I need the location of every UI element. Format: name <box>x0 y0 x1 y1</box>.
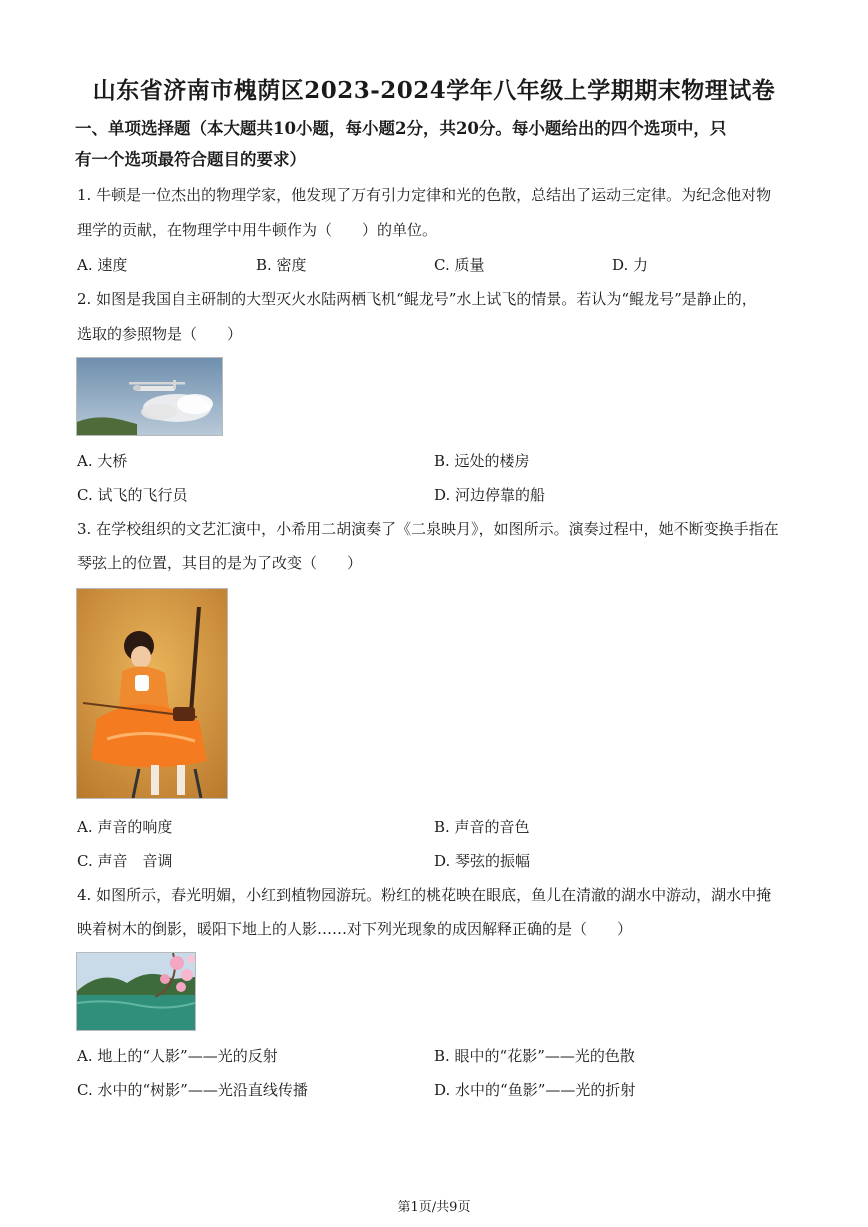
q2-option-a: A. 大桥 <box>77 452 128 470</box>
q2-text-line-1: 2. 如图是我国自主研制的大型灭火水陆两栖飞机“鲲龙号”水上试飞的情景。若认为“鲲龙号”是静止的， <box>77 290 757 308</box>
q3-option-b: B. 声音的音色 <box>434 818 530 836</box>
lake-scene-illustration <box>77 953 195 1030</box>
q3-text-line-1: 3. 在学校组织的文艺汇演中，小希用二胡演奏了《二泉映月》，如图所示。演奏过程中，她不断变换手指在 <box>77 520 779 538</box>
section-heading <box>75 113 795 175</box>
erhu-player-illustration <box>77 589 227 798</box>
q1-option-c: C. 质量 <box>434 256 485 274</box>
q3-option-d: D. 琴弦的振幅 <box>434 852 531 870</box>
q4-option-a: A. 地上的“人影”——光的反射 <box>77 1047 278 1065</box>
q1-option-b: B. 密度 <box>256 256 307 274</box>
q1-text-line-1: 1. 牛顿是一位杰出的物理学家，他发现了万有引力定律和光的色散，总结出了运动三定律。为纪念他对物 <box>77 186 772 204</box>
seaplane-illustration <box>77 358 222 435</box>
q3-option-c: C. 声音 音调 <box>77 852 173 870</box>
q1-option-a: A. 速度 <box>77 256 128 274</box>
erhu-player-photo <box>76 588 228 799</box>
q3-text-line-2: 琴弦上的位置，其目的是为了改变（ ） <box>77 554 363 572</box>
q1-text-line-2: 理学的贡献，在物理学中用牛顿作为（ ）的单位。 <box>77 221 438 239</box>
q3-option-a: A. 声音的响度 <box>77 818 173 836</box>
q1-option-d: D. 力 <box>612 256 649 274</box>
page-title: 山东省济南市槐荫区2023-2024学年八年级上学期期末物理试卷 <box>92 77 776 104</box>
section-heading-line-2: 有一个选项最符合题目的要求） <box>75 150 306 169</box>
q4-text-line-1: 4. 如图所示，春光明媚，小红到植物园游玩。粉红的桃花映在眼底，鱼儿在清澈的湖水中游动，湖水中掩 <box>77 886 772 904</box>
q2-option-b: B. 远处的楼房 <box>434 452 530 470</box>
lake-scene-photo <box>76 952 196 1031</box>
q4-option-b: B. 眼中的“花影”——光的色散 <box>434 1047 635 1065</box>
page-footer: 第1页/共9页 <box>397 1200 471 1215</box>
q2-option-d: D. 河边停靠的船 <box>434 486 546 504</box>
q4-option-c: C. 水中的“树影”——光沿直线传播 <box>77 1081 308 1099</box>
seaplane-photo <box>76 357 223 436</box>
q4-text-line-2: 映着树木的倒影，暖阳下地上的人影……对下列光现象的成因解释正确的是（ ） <box>77 920 633 938</box>
q2-option-c: C. 试飞的飞行员 <box>77 486 188 504</box>
q2-text-line-2: 选取的参照物是（ ） <box>77 325 243 343</box>
q4-option-d: D. 水中的“鱼影”——光的折射 <box>434 1081 636 1099</box>
section-heading-line-1: 一、单项选择题（本大题共10小题，每小题2分，共20分。每小题给出的四个选项中，只 <box>75 119 727 138</box>
